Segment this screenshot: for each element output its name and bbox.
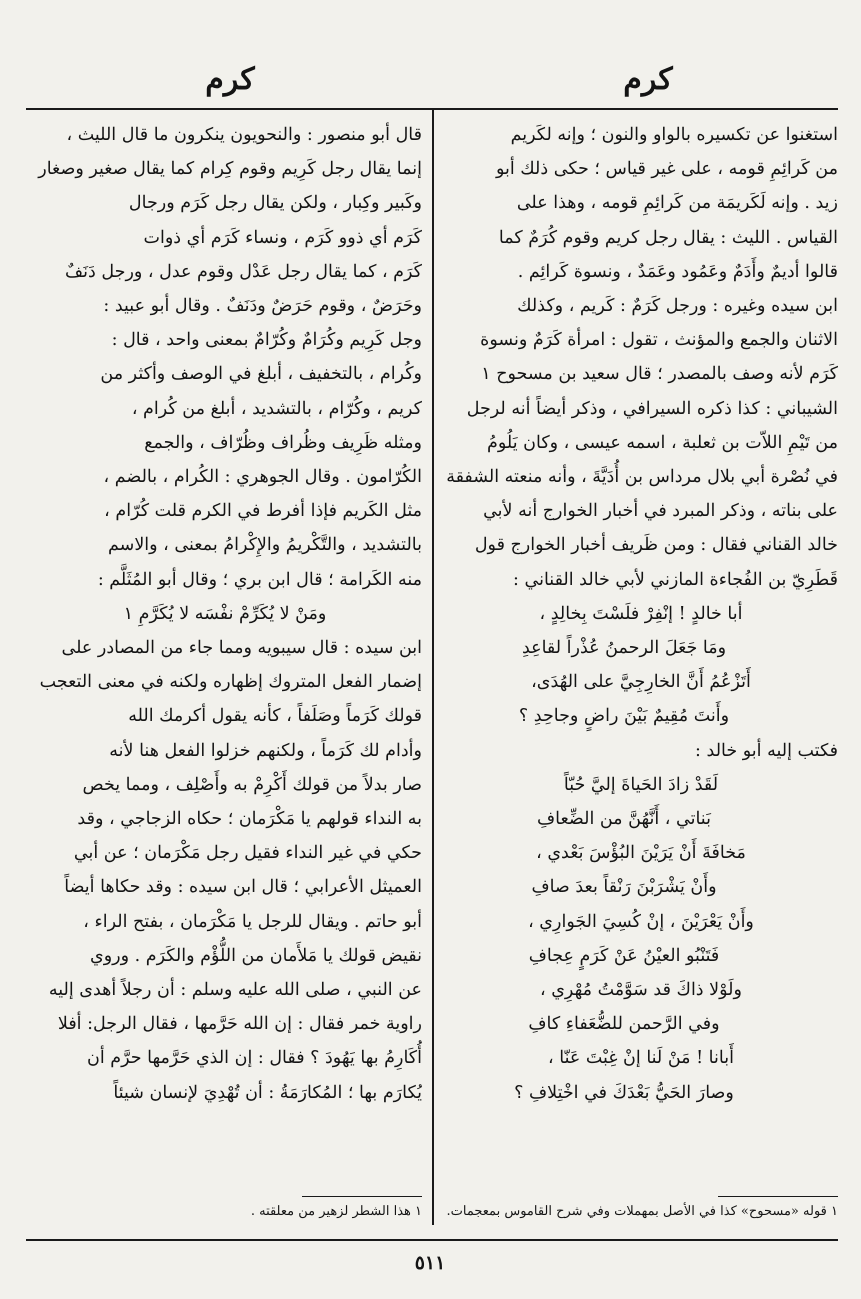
text-line: قالوا أديمٌ وأَدَمٌ وعَمُود وعَمَدٌ ، ونسوة كَرائِم . — [517, 261, 838, 282]
text-line: نقيض قولك يا مَلأَمان من اللُّؤْم والكَرَم . وروي — [90, 945, 422, 966]
right-column — [444, 118, 838, 1188]
text-line: بالتشديد ، والتَّكْريمُ والإِكْرامُ بمعنى ، والاسم — [108, 535, 422, 556]
bottom-rule — [26, 1239, 838, 1241]
text-line: زيد . وإنه لَكَريمَة من كَرائِمِ قومه ، وهذا على — [516, 193, 838, 214]
footnote-left: ١ هذا الشطر لزهير من معلقته . — [250, 1204, 422, 1219]
left-column — [28, 118, 422, 1188]
text-line: وجل كَرِيم وكُرَامٌ وكُرّامٌ بمعنى واحد ، قال : — [111, 330, 422, 351]
footnote-rule-right — [718, 1196, 838, 1197]
text-line: كَرَم لأنه وصف بالمصدر ؛ قال سعيد بن مسحوح ١ — [481, 364, 838, 385]
text-line: ابن سيده : قال سيبويه ومما جاء من المصادر على — [61, 638, 422, 659]
text-line: من كَرائِمِ قومه ، على غير قياس ؛ حكى ذلك أبو — [495, 159, 838, 180]
text-line: وكَبير وكِبار ، ولكن يقال رجل كَرَم ورجال — [128, 193, 422, 214]
header-word-right: كرم — [623, 62, 673, 97]
text-line: خالد القناني فقال : ومن ظَريف أخبار الخوارج قول — [474, 535, 838, 556]
footnote-right: ١ قوله «مسحوح» كذا في الأصل بمهملات وفي شرح القاموس بمعجمات. — [446, 1204, 838, 1219]
text-line: حكي في غير النداء فقيل رجل مَكْرَمان ؛ عن أبي — [73, 843, 422, 864]
text-line: على بناته ، وذكر المبرد في أخبار الخوارج أنه لأبي — [483, 501, 838, 522]
text-line: منه الكَرامة ؛ قال ابن بري ؛ وقال أبو المُثَلَّم : — [97, 569, 422, 590]
verse-line: وأَنْ يَشْرَبْنَ رَنْقاً بعدَ صافِ — [531, 877, 717, 898]
text-line: وكُرام ، بالتخفيف ، أبلغ في الوصف وأكثر من — [100, 364, 422, 385]
verse-line: ومَا جَعَلَ الرحمنُ عُذْراً لقاعِدِ — [521, 638, 727, 659]
text-line: استغنوا عن تكسيره بالواو والنون ؛ وإنه لكَريم — [510, 125, 838, 145]
text-line: الاثنان والجمع والمؤنث ، تقول : امرأة كَرَمٌ ونسوة — [480, 330, 838, 351]
text-line: أُكَارِمُ بها يَهُودَ ؟ فقال : إن الذي حَرَّمها حرَّم أن — [87, 1048, 422, 1069]
text-line: الكُرّامون . وقال الجوهري : الكُرام ، بالضم ، — [103, 467, 422, 488]
text-line: صار بدلاً من قولك أَكْرِمْ به وأَصْلِف ، ومما يخص — [82, 774, 422, 795]
verse-line: وأَنْ يَعْرَيْنَ ، إنْ كُسِيَ الجَوارِي ، — [528, 911, 754, 932]
verse-line: فَتَنْبُو العيْنُ عَنْ كَرَمٍ عِجافِ — [528, 945, 720, 966]
column-divider — [432, 110, 434, 1225]
text-line: مثل الكَريم فإذا أفرط في الكرم قلت كُرّام ، — [104, 501, 422, 522]
text-line: في نُصْرة أبي بلال مرداس بن أُدَيَّةَ ، وأنه منعته الشفقة — [446, 467, 838, 488]
text-line: إنما يقال رجل كَرِيم وقوم كِرام كما يقال صغير وصغار — [38, 159, 422, 180]
verse-line: لَقَدْ زادَ الحَياةَ إليَّ حُبّاً — [563, 774, 719, 795]
verse-line: وأَنتَ مُقِيمٌ بَيْنَ راضٍ وجاحِدِ ؟ — [518, 706, 730, 727]
text-line: كريم ، وكُرّام ، بالتشديد ، أبلغ من كُرام ، — [131, 398, 422, 419]
text-line: فكتب إليه أبو خالد : — [695, 740, 838, 761]
text-line: يُكارَم بها ؛ المُكارَمَةُ : أن تُهْدِيَ لإنسان شيئاً — [113, 1082, 422, 1103]
text-line: كَرَم ، كما يقال رجل عَدْل وقوم عدل ، ورجل دَنَفٌ — [65, 261, 422, 282]
text-line: به النداء قولهم يا مَكْرَمان ؛ حكاه الزجاجي ، وقد — [77, 809, 422, 830]
text-line: إضمار الفعل المتروك إظهاره ولكنه في معنى التعجب — [39, 672, 422, 693]
text-line: القياس . الليث : يقال رجل كريم وقوم كُرَمٌ كما — [498, 227, 838, 248]
page-number: ٥١١ — [414, 1252, 446, 1274]
text-line: ومثله ظَرِيف وظُراف وظُرّاف ، والجمع — [144, 432, 422, 453]
text-line: قَطَرِيّ بن الفُجاءة المازني لأبي خالد القناني : — [513, 569, 838, 590]
header-word-left: كرم — [205, 62, 255, 97]
verse-line: وفي الرَّحمن للضُّعَفاءِ كافِ — [528, 1014, 720, 1035]
text-line: عن النبي ، صلى الله عليه وسلم : أن رجلاً أهدى إليه — [48, 980, 422, 1001]
text-line: وحَرَضٌ ، وقوم حَرَضٌ ودَنَفٌ . وقال أبو عبيد : — [103, 296, 422, 317]
footnote-rule-left — [302, 1196, 422, 1197]
verse-line: وصارَ الحَيُّ بَعْدَكَ في اخْتِلافِ ؟ — [514, 1082, 734, 1103]
verse-line: ومَنْ لا يُكَرِّمْ نفْسَه لا يُكَرَّمِ ١ — [123, 603, 327, 624]
text-line: قولك كَرَماً وصَلَفاً ، كأنه يقول أكرمك الله — [128, 706, 422, 727]
text-line: أبو حاتم . ويقال للرجل يا مَكْرَمان ، بفتح الراء ، — [83, 911, 422, 932]
text-line: وأدام لك كَرَماً ، ولكنهم خزلوا الفعل هنا لأنه — [109, 740, 422, 761]
verse-line: مَخافَةَ أَنْ يَرَيْنَ البُؤْسَ بَعْدي ، — [536, 843, 746, 864]
verse-line: ولَوْلا ذاكَ قد سَوَّمْتُ مُهْرِي ، — [540, 980, 742, 1001]
text-line: من تَيْمِ اللاّت بن ثعلبة ، اسمه عيسى ، وكان يَلُومُ — [487, 432, 838, 453]
verse-line: أبا خالدٍ ! إنْفِرْ فلَسْتَ بِخالِدٍ ، — [539, 603, 743, 624]
verse-line: أَتَزْعُمُ أَنَّ الخارِجِيَّ على الهُدَى، — [531, 672, 751, 693]
verse-line: أَبانا ! مَنْ لَنا إنْ غِبْتَ عَنّا ، — [548, 1048, 734, 1069]
text-line: راوية خمر فقال : إن الله حَرَّمها ، فقال الرجل: أفلا — [57, 1014, 422, 1035]
text-line: كَرَم أي ذوو كَرَم ، ونساء كَرَم أي ذوات — [143, 227, 422, 248]
verse-line: بَناتي ، أَنَّهُنَّ من الضِّعافِ — [537, 809, 711, 830]
text-line: قال أبو منصور : والنحويون ينكرون ما قال الليث ، — [66, 125, 422, 145]
text-line: العميثل الأعرابي ؛ قال ابن سيده : وقد حكاها أيضاً — [64, 877, 422, 898]
text-line: ابن سيده وغيره : ورجل كَرَمٌ : كَريم ، وكذلك — [517, 296, 838, 317]
text-line: الشيباني : كذا ذكره السيرافي ، وذكر أيضاً أنه لرجل — [466, 398, 838, 419]
